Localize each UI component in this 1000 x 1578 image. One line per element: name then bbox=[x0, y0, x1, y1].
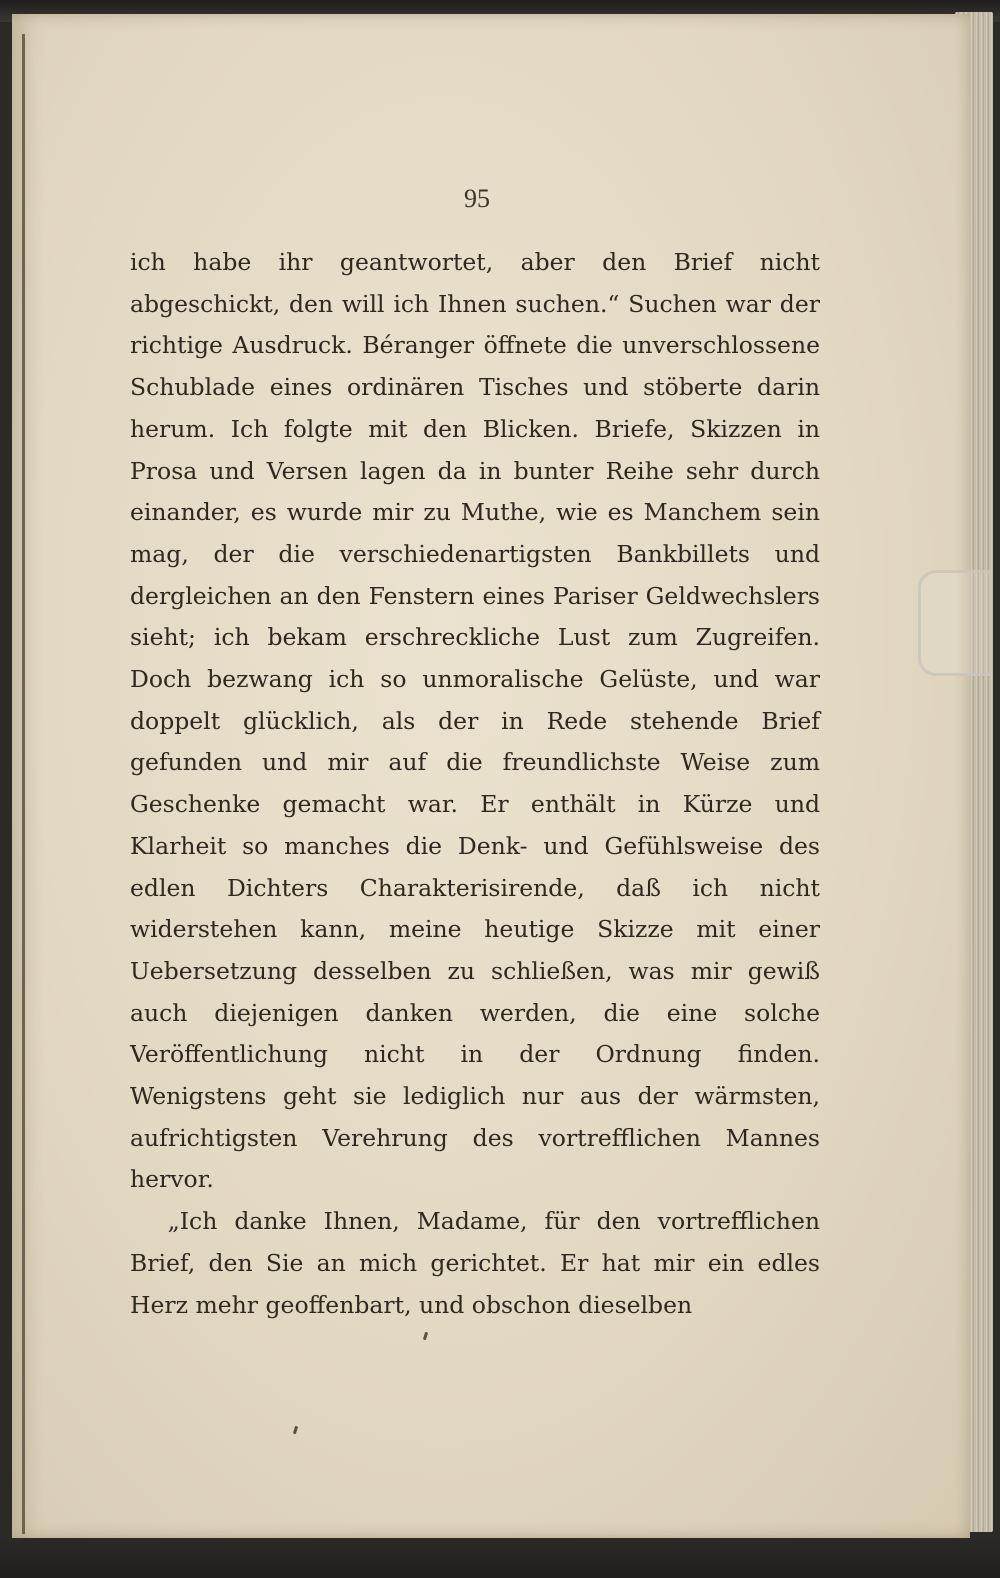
binding-gutter bbox=[22, 34, 25, 1534]
scanner-bottom-shadow bbox=[0, 1538, 1000, 1578]
paragraph-letter-quote: „Ich danke Ihnen, Madame, für den vortrefflichen Brief, den Sie an mich gerichtet. Er hat mir ein edles Herz mehr geoffenbart, und obschon dieselben bbox=[130, 1207, 820, 1319]
page-body-text bbox=[130, 242, 820, 1326]
book-page bbox=[12, 14, 970, 1538]
paper-speck bbox=[293, 1426, 298, 1435]
paper-speck bbox=[423, 1332, 428, 1341]
page-number: 95 bbox=[464, 184, 490, 213]
paragraph-continued: ich habe ihr geantwortet, aber den Brief nicht abgeschickt, den will ich Ihnen suchen.“ Suchen war der richtige Ausdruck. Béranger öffnete die unverschlossene Schublade eines ordinären Tisches und stöberte darin herum. Ich folgte mit den Blicken. Briefe, Skizzen in Prosa und Versen lagen da in bunter Reihe sehr durch einander, es wurde mir zu Muthe, wie es Manchem sein mag, der die verschiedenartigsten Bankbillets und dergleichen an den Fenstern eines Pariser Geldwechslers sieht; ich bekam erschreckliche Lust zum Zugreifen. Doch bezwang ich so unmoralische Gelüste, und war doppelt glücklich, als der in Rede stehende Brief gefunden und mir auf die freundlichste Weise zum Geschenke gemacht war. Er enthält in Kürze und Klarheit so manches die Denk- und Gefühlsweise des edlen Dichters Charakterisirende, daß ich nicht widerstehen kann, meine heutige Skizze mit einer Uebersetzung desselben zu schließen, was mir gewiß auch diejenigen danken werden, die eine solche Veröffentlichung nicht in der Ordnung finden. Wenigstens geht sie lediglich nur aus der wärmsten, aufrichtigsten Verehrung des vortrefflichen Mannes hervor. bbox=[130, 248, 820, 1194]
page-clip bbox=[918, 570, 991, 676]
